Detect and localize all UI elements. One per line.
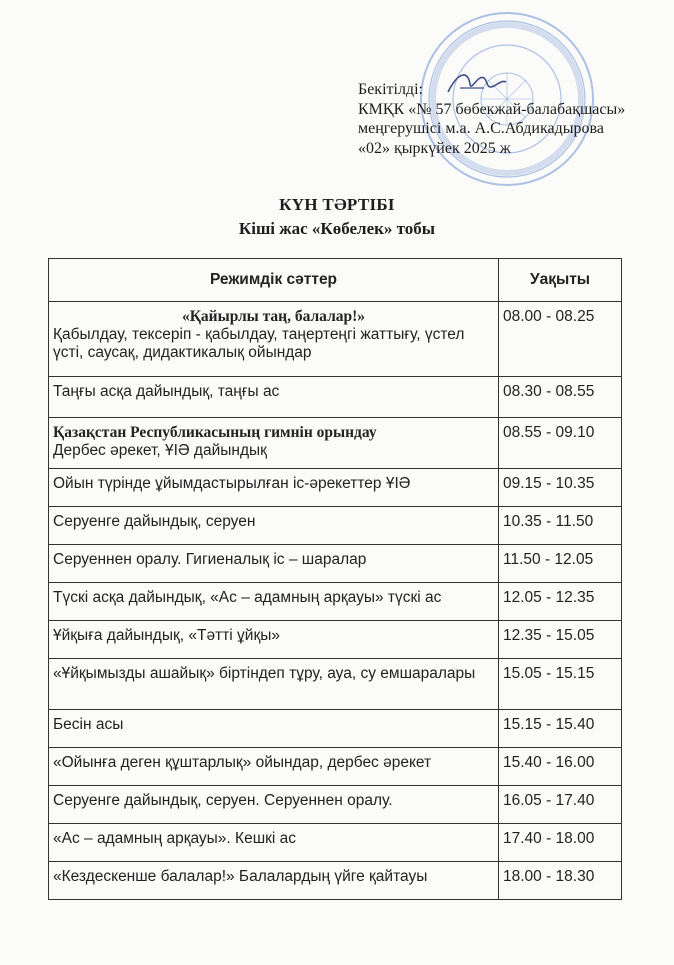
activity-text: Дербес әрекет, ҰІӘ дайындық [53,442,267,459]
table-row [49,545,622,583]
approval-date: «02» қыркүйек 2025 ж [358,139,511,157]
document-title: КҮН ТӘРТІБІ [279,195,395,214]
activity-cell: Серуеннен оралу. Гигиеналық іс – шаралар [49,545,499,583]
time-cell: 17.40 - 18.00 [499,824,622,862]
document-subtitle: Кіші жас «Көбелек» тобы [238,219,436,238]
time-cell: 08.55 - 09.10 [499,418,622,469]
activity-cell: «Ұйқымызды ашайық» біртіндеп тұру, ауа, су емшаралары [49,659,499,710]
activity-cell: Бесін асы [49,710,499,748]
activity-heading: «Қайырлы таң, балалар!» [181,308,366,325]
time-cell: 15.40 - 16.00 [499,748,622,786]
table-row [49,786,622,824]
activity-cell [49,302,499,377]
time-cell: 10.35 - 11.50 [499,507,622,545]
table-row [49,418,622,469]
table-row [49,583,622,621]
header-time: Уақыты [499,259,622,302]
approval-label: Бекітілді: [358,81,423,98]
time-cell: 15.15 - 15.40 [499,710,622,748]
activity-heading: Қазақстан Республикасының гимнін орындау [53,424,377,441]
table-row [49,621,622,659]
activity-cell: Түскі асқа дайындық, «Ас – адамның арқауы» түскі ас [49,583,499,621]
activity-cell: Таңғы асқа дайындық, таңғы ас [49,377,499,418]
table-row [49,507,622,545]
header-activity: Режимдік сәттер [49,259,499,302]
time-cell: 08.00 - 08.25 [499,302,622,377]
time-cell: 12.35 - 15.05 [499,621,622,659]
activity-cell: «Ойынға деген құштарлық» ойындар, дербес әрекет [49,748,499,786]
activity-cell: «Кездескенше балалар!» Балалардың үйге қайтауы [49,862,499,900]
table-row [49,824,622,862]
time-cell: 08.30 - 08.55 [499,377,622,418]
title-block [0,195,674,239]
activity-cell: «Ас – адамның арқауы». Кешкі ас [49,824,499,862]
table-row [49,659,622,710]
time-cell: 16.05 - 17.40 [499,786,622,824]
table-row [49,710,622,748]
activity-cell [49,418,499,469]
time-cell: 11.50 - 12.05 [499,545,622,583]
time-cell: 09.15 - 10.35 [499,469,622,507]
table-row [49,302,622,377]
table-row [49,862,622,900]
activity-cell: Ұйқыға дайындық, «Тәтті ұйқы» [49,621,499,659]
approval-organization: КМҚК «№ 57 бөбекжай-балабақшасы» [358,100,626,118]
time-cell: 15.05 - 15.15 [499,659,622,710]
table-row [49,748,622,786]
approval-block [358,80,625,158]
activity-cell: Серуенге дайындық, серуен [49,507,499,545]
time-cell: 18.00 - 18.30 [499,862,622,900]
activity-text: Қабылдау, тексеріп - қабылдау, таңертеңгі жаттығу, үстел үсті, саусақ, дидактикалық ойындар [53,326,465,361]
table-row [49,469,622,507]
approval-head: меңгерушісі м.а. А.С.Абдикадырова [358,120,604,137]
table-row [49,377,622,418]
activity-cell: Ойын түрінде ұйымдастырылған іс-әрекеттер ҰІӘ [49,469,499,507]
activity-cell: Серуенге дайындық, серуен. Серуеннен оралу. [49,786,499,824]
daily-schedule-table [48,258,622,900]
time-cell: 12.05 - 12.35 [499,583,622,621]
table-header-row [49,259,622,302]
